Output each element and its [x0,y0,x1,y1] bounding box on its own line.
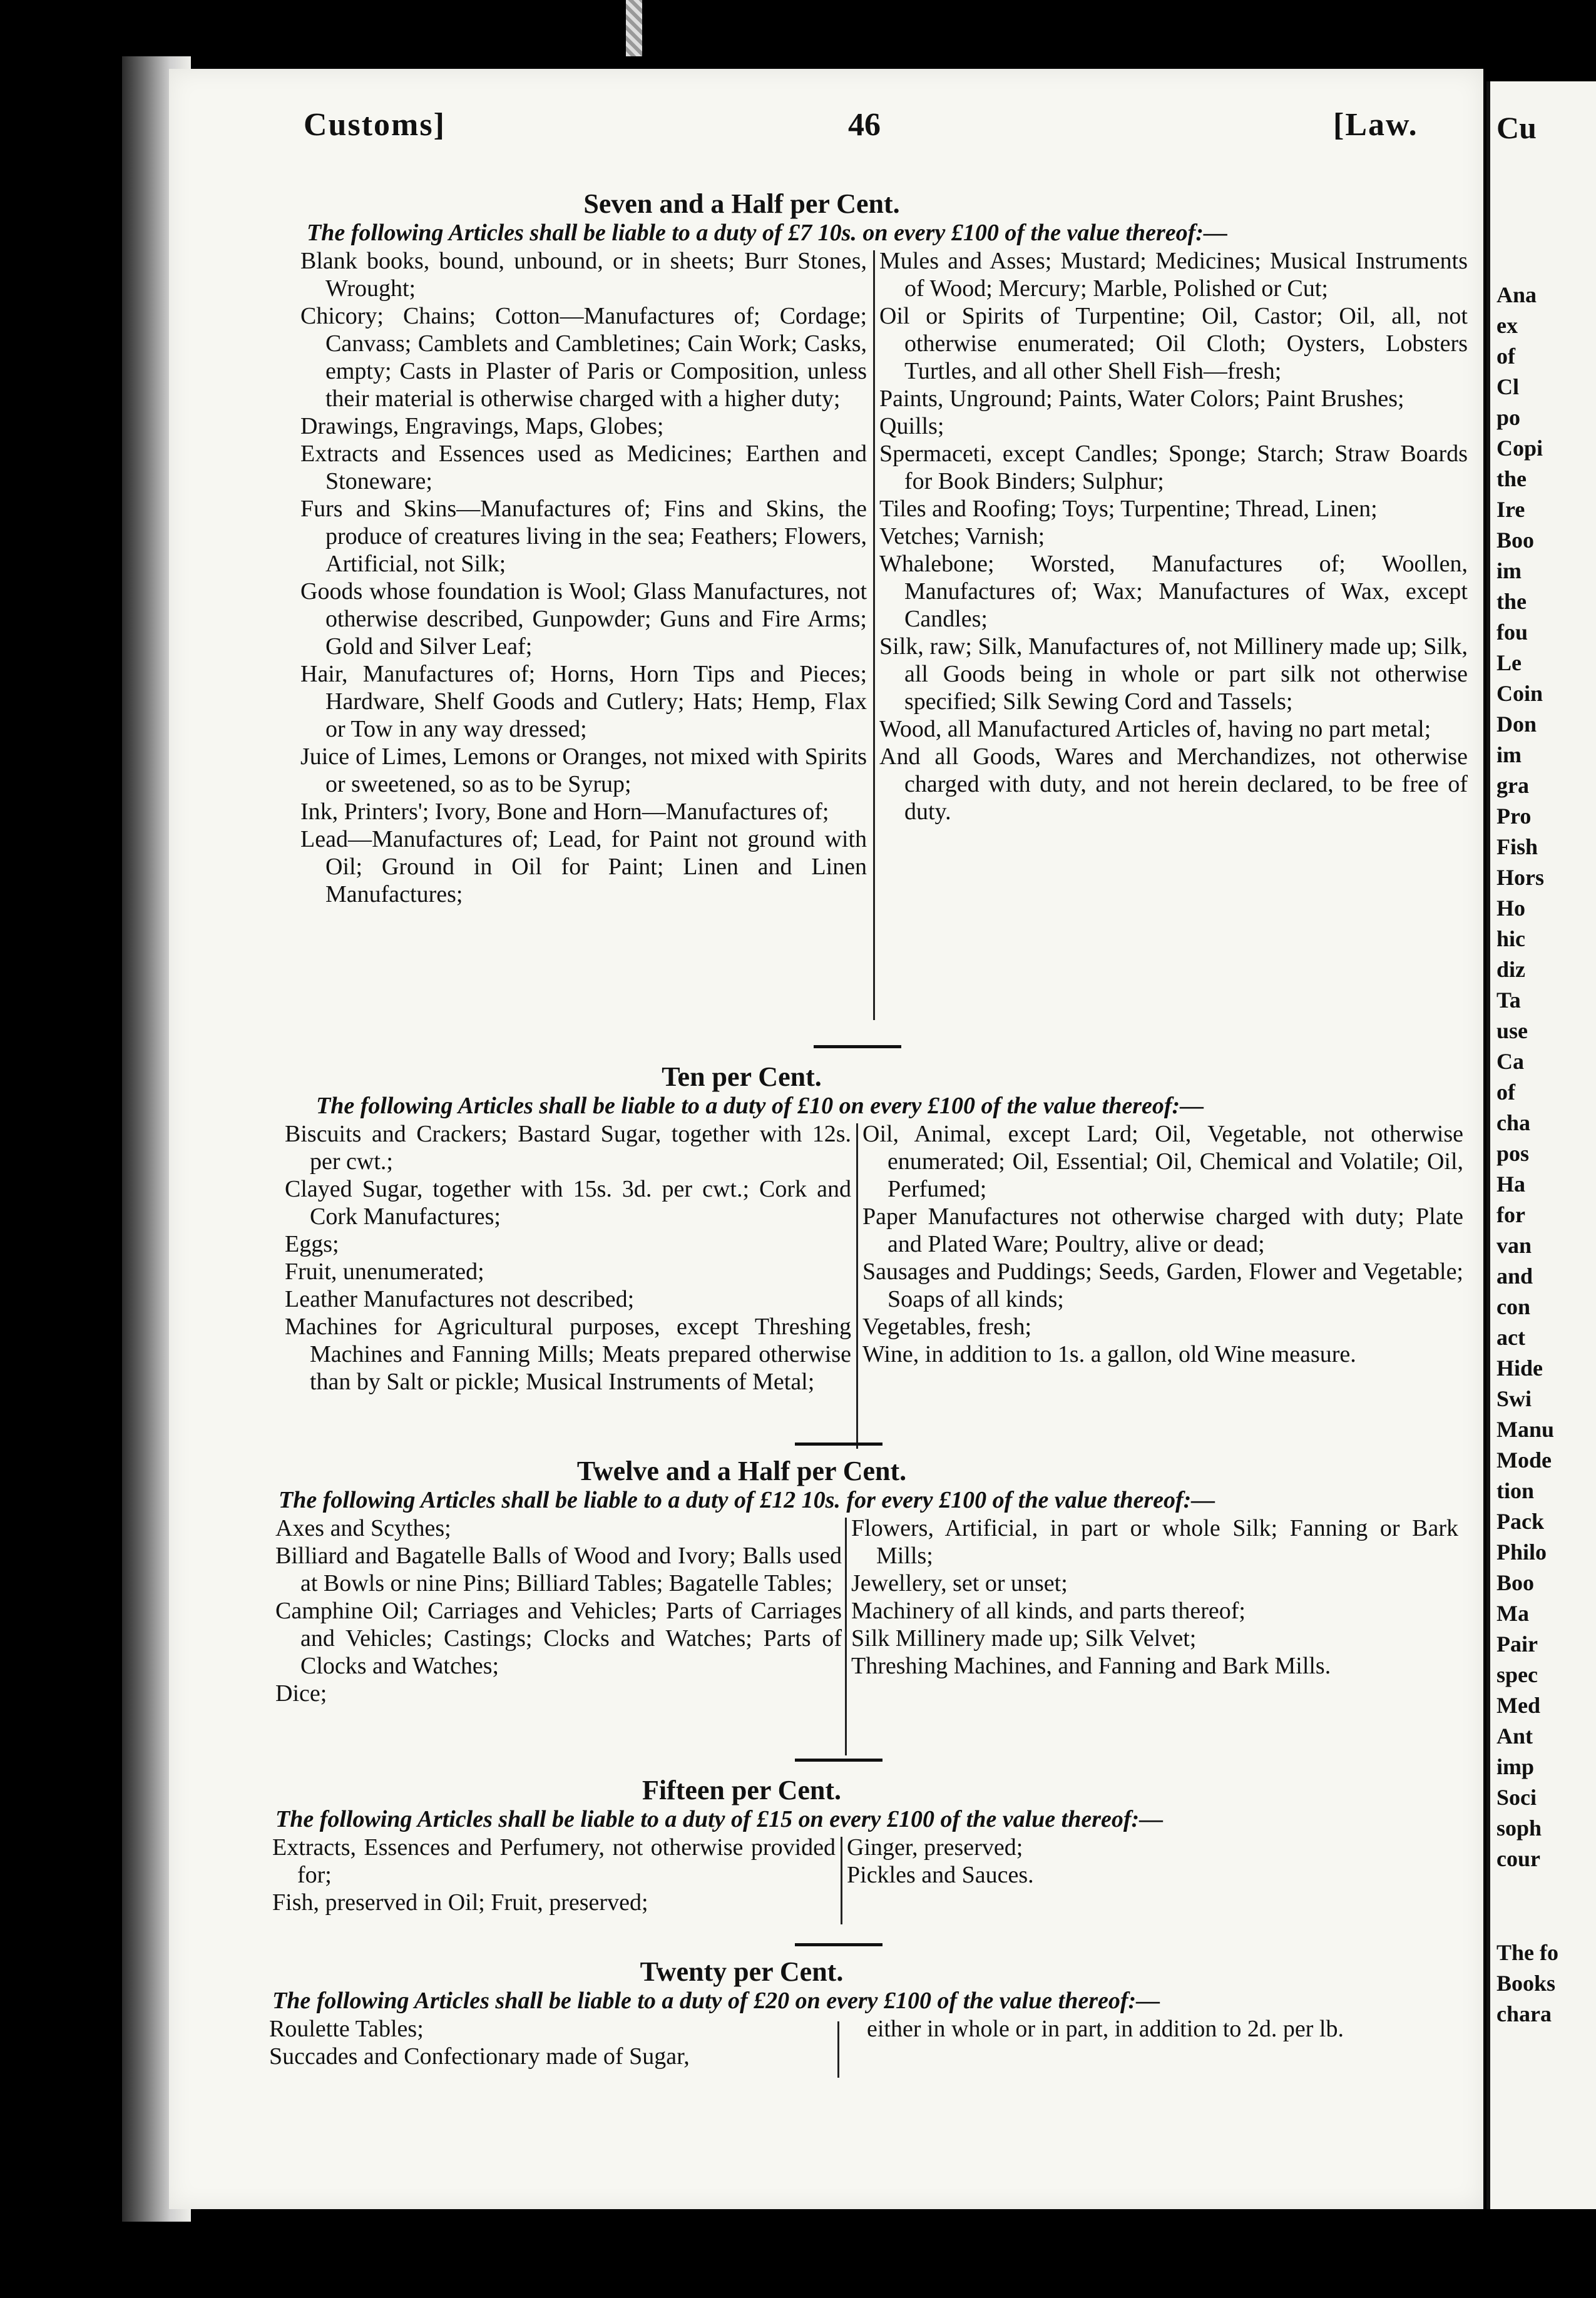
next-page-line: the [1496,589,1527,614]
tariff-item: Roulette Tables; [269,2016,424,2042]
next-page-line: ex [1496,313,1518,338]
tariff-item: Chicory; Chains; Cotton—Manufactures of; Cordage; Canvass; Camblets and Cambletines; Cain Work; Casks, empty; Casts in Plaster of Paris or Composition, unless their material is otherwise charged with a higher duty; [300,303,867,412]
next-page-line: Cl [1496,374,1519,399]
next-page-line: Boo [1496,1570,1535,1595]
next-page-line: Copi [1496,436,1543,461]
tariff-item: Biscuits and Crackers; Bastard Sugar, together with 12s. per cwt.; [285,1121,851,1175]
tariff-item: Whalebone; Worsted, Manufactures of; Woollen, Manufactures of; Wax; Manufactures of Wax, except Candles; [879,551,1468,632]
running-header-left: Customs] [304,107,446,143]
next-page-line: con [1496,1294,1530,1319]
tariff-item: Blank books, bound, unbound, or in sheets; Burr Stones, Wrought; [300,248,867,302]
next-page-line: Ta [1496,988,1521,1013]
column-divider [856,1123,858,1449]
next-page-line: act [1496,1325,1525,1350]
tariff-item: Extracts, Essences and Perfumery, not otherwise provided for; [272,1834,836,1888]
section-subtitle: The following Articles shall be liable to a duty of £7 10s. on every £100 of the value thereof:— [307,220,1227,246]
tariff-item: Jewellery, set or unset; [851,1570,1068,1596]
tariff-item: Fruit, unenumerated; [285,1259,484,1285]
tariff-item: either in whole or in part, in addition to 2d. per lb. [867,2016,1344,2042]
next-page-line: Fish [1496,834,1538,859]
tariff-item: Extracts and Essences used as Medicines; Earthen and Stoneware; [300,441,867,494]
tariff-item: Wood, all Manufactured Articles of, having no part metal; [879,716,1431,742]
running-header-right: [Law. [1333,107,1418,143]
section-rule [814,1045,901,1048]
next-page-line: Don [1496,712,1537,737]
tariff-item: Oil or Spirits of Turpentine; Oil, Castor; Oil, all, not otherwise enumerated; Oil Cloth; Oysters, Lobsters Turtles, and all other Shell Fish—fresh; [879,303,1468,384]
next-page-line: gra [1496,773,1529,798]
next-page-line: Coin [1496,681,1543,706]
next-page-line: Ho [1496,896,1526,921]
section-rule [795,1759,882,1762]
tariff-item: Furs and Skins—Manufactures of; Fins and Skins, the produce of creatures living in the sea; Feathers; Flowers, Artificial, not Silk; [300,496,867,577]
next-page-line: Hors [1496,865,1544,890]
next-page-line: Hide [1496,1356,1543,1381]
page-number: 46 [848,107,881,143]
tariff-item: Fish, preserved in Oil; Fruit, preserved; [272,1889,648,1916]
next-page-line: Books [1496,1971,1556,1996]
next-page-line: Pair [1496,1632,1538,1657]
next-page-line: soph [1496,1815,1542,1841]
next-page-line: cha [1496,1110,1530,1135]
tariff-item: Machines for Agricultural purposes, except Threshing Machines and Fanning Mills; Meats prepared otherwise than by Salt or pickle; Musical Instruments of Metal; [285,1314,851,1395]
section-title: Ten per Cent. [662,1061,822,1092]
section-right-column [847,1834,1454,1889]
next-page-line: Philo [1496,1540,1547,1565]
next-page-line: for [1496,1202,1525,1227]
next-page-line: Ma [1496,1601,1529,1626]
section-right-column [851,1514,1458,1680]
section-subtitle: The following Articles shall be liable to a duty of £20 on every £100 of the value thereof:— [272,1988,1160,2014]
bookmark-string [626,0,642,56]
next-page-line: the [1496,466,1527,491]
next-page-line: hic [1496,926,1526,951]
tariff-item: Mules and Asses; Mustard; Medicines; Musical Instruments of Wood; Mercury; Marble, Polished or Cut; [879,248,1468,302]
next-page-line: fou [1496,620,1528,645]
next-page-line: use [1496,1018,1528,1043]
tariff-item: Dice; [275,1680,327,1707]
tariff-item: Goods whose foundation is Wool; Glass Manufactures, not otherwise described, Gunpowder; Guns and Fire Arms; Gold and Silver Leaf; [300,578,867,660]
section-subtitle: The following Articles shall be liable to a duty of £15 on every £100 of the value thereof:— [275,1806,1164,1832]
section-subtitle: The following Articles shall be liable to a duty of £10 on every £100 of the value thereof:— [316,1093,1204,1119]
section-rule [795,1943,882,1946]
next-page-line: of [1496,344,1515,369]
tariff-item: Clayed Sugar, together with 15s. 3d. per cwt.; Cork and Cork Manufactures; [285,1176,851,1230]
column-divider [845,1518,847,1755]
next-page-line: Pro [1496,804,1532,829]
section-subtitle: The following Articles shall be liable to a duty of £12 10s. for every £100 of the value thereof:— [279,1487,1215,1513]
tariff-item: Paper Manufactures not otherwise charged with duty; Plate and Plated Ware; Poultry, alive or dead; [862,1203,1463,1257]
tariff-item: And all Goods, Wares and Merchandizes, not otherwise charged with duty, and not herein declared, to be free of duty. [879,743,1468,825]
next-page-line: cour [1496,1846,1540,1871]
tariff-item: Camphine Oil; Carriages and Vehicles; Parts of Carriages and Vehicles; Castings; Clocks and Watches; Parts of Clocks and Watches; [275,1598,842,1679]
next-page-line: spec [1496,1662,1538,1687]
next-page-line: Ant [1496,1724,1533,1749]
tariff-item: Leather Manufactures not described; [285,1286,635,1312]
tariff-item: Sausages and Puddings; Seeds, Garden, Flower and Vegetable; Soaps of all kinds; [862,1259,1463,1312]
section-right-column [862,1120,1463,1368]
next-page-line: Mode [1496,1448,1552,1473]
next-page-line: po [1496,405,1521,430]
next-page-line: Soci [1496,1785,1537,1810]
next-page-line: van [1496,1233,1532,1258]
tariff-item: Oil, Animal, except Lard; Oil, Vegetable, not otherwise enumerated; Oil, Essential; Oil, Chemical and Volatile; Oil, Perfumed; [862,1121,1463,1202]
tariff-item: Eggs; [285,1231,339,1257]
tariff-item: Machinery of all kinds, and parts thereof; [851,1598,1246,1624]
tariff-item: Drawings, Engravings, Maps, Globes; [300,413,664,439]
next-page-line: chara [1496,2001,1552,2026]
next-page-line: Swi [1496,1386,1532,1411]
next-page-line: Ha [1496,1172,1526,1197]
tariff-item: Vetches; Varnish; [879,523,1045,549]
tariff-item: Silk, raw; Silk, Manufactures of, not Millinery made up; Silk, all Goods being in whole or part silk not otherwise specified; Silk Sewing Cord and Tassels; [879,633,1468,715]
tariff-item: Flowers, Artificial, in part or whole Silk; Fanning or Bark Mills; [851,1515,1458,1569]
next-page-line: Ca [1496,1049,1524,1074]
next-page-line: diz [1496,957,1526,982]
next-page-line: Pack [1496,1509,1544,1534]
section-left-column [269,2015,832,2070]
tariff-item: Spermaceti, except Candles; Sponge; Starch; Straw Boards for Book Binders; Sulphur; [879,441,1468,494]
section-left-column [275,1514,842,1707]
section-left-column [272,1834,836,1916]
next-page-header: Cu [1496,110,1537,145]
next-page-line: imp [1496,1754,1535,1779]
next-page-line: Ana [1496,282,1537,307]
section-right-column [879,247,1468,825]
tariff-item: Billiard and Bagatelle Balls of Wood and Ivory; Balls used at Bowls or nine Pins; Billiard Tables; Bagatelle Tables; [275,1543,842,1596]
next-page-line: im [1496,558,1522,583]
tariff-item: Paints, Unground; Paints, Water Colors; Paint Brushes; [879,386,1404,412]
next-page-line: Le [1496,650,1522,675]
next-page-line: Boo [1496,528,1535,553]
tariff-item: Axes and Scythes; [275,1515,451,1541]
next-page-line: pos [1496,1141,1530,1166]
section-title: Fifteen per Cent. [642,1775,842,1805]
column-divider [837,2021,839,2078]
tariff-item: Wine, in addition to 1s. a gallon, old Wine measure. [862,1341,1356,1367]
next-page-line: and [1496,1264,1533,1289]
tariff-item: Hair, Manufactures of; Horns, Horn Tips and Pieces; Hardware, Shelf Goods and Cutlery; Hats; Hemp, Flax or Tow in any way dressed; [300,661,867,742]
section-title: Twelve and a Half per Cent. [576,1456,907,1486]
column-divider [873,250,875,1020]
tariff-item: Silk Millinery made up; Silk Velvet; [851,1625,1197,1652]
tariff-item: Quills; [879,413,944,439]
next-page-line: tion [1496,1478,1535,1503]
next-page-line: Manu [1496,1417,1555,1442]
tariff-item: Succades and Confectionary made of Sugar, [269,2043,690,2070]
tariff-item: Pickles and Sauces. [847,1862,1034,1888]
column-divider [841,1837,842,1924]
section-rule [795,1443,882,1446]
next-page-line: Med [1496,1693,1540,1718]
section-title: Seven and a Half per Cent. [583,188,900,219]
tariff-item: Tiles and Roofing; Toys; Turpentine; Thread, Linen; [879,496,1378,522]
tariff-item: Lead—Manufactures of; Lead, for Paint not ground with Oil; Ground in Oil for Paint; Linen and Linen Manufactures; [300,826,867,907]
next-page-line: of [1496,1080,1515,1105]
section-right-column [867,2015,1430,2043]
tariff-item: Vegetables, fresh; [862,1314,1032,1340]
section-left-column [285,1120,851,1396]
tariff-item: Ginger, preserved; [847,1834,1023,1861]
section-title: Twenty per Cent. [640,1956,844,1987]
next-page-line: The fo [1496,1940,1558,1965]
next-page-line: im [1496,742,1522,767]
next-page-fragment [1486,81,1596,2209]
section-left-column [300,247,867,908]
next-page-line: Ire [1496,497,1525,522]
tariff-item: Ink, Printers'; Ivory, Bone and Horn—Manufactures of; [300,799,829,825]
tariff-item: Juice of Limes, Lemons or Oranges, not mixed with Spirits or sweetened, so as to be Syrup; [300,743,867,797]
tariff-item: Threshing Machines, and Fanning and Bark Mills. [851,1653,1331,1679]
